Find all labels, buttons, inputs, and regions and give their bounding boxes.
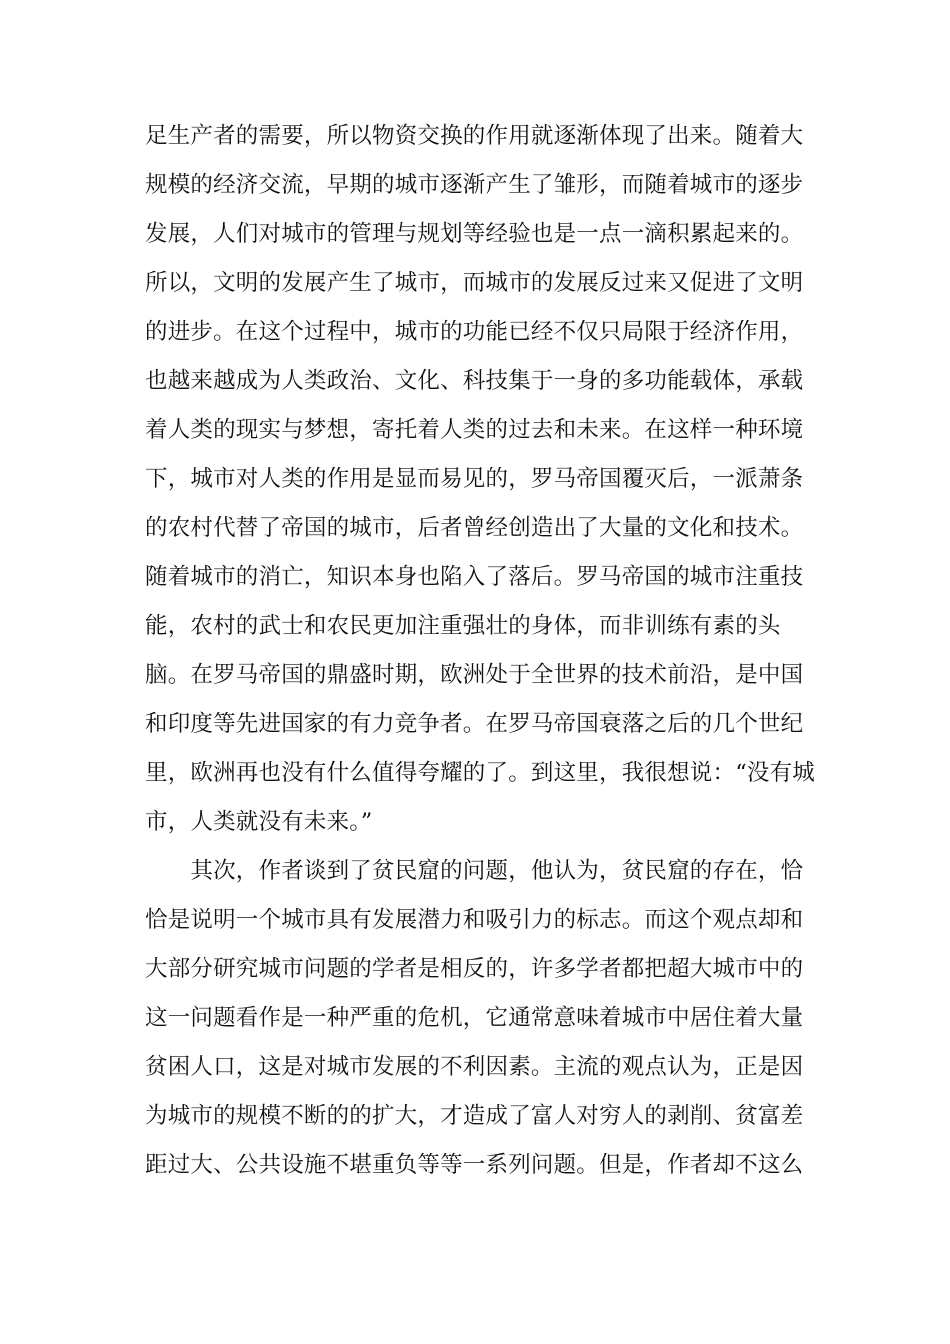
paragraph-start-line: 其次，作者谈到了贫民窟的问题，他认为，贫民窟的存在，恰 [145,858,804,884]
text-line: 规模的经济交流，早期的城市逐渐产生了雏形，而随着城市的逐步 [145,172,804,198]
text-line: 和印度等先进国家的有力竞争者。在罗马帝国衰落之后的几个世纪 [145,711,804,737]
text-line: 着人类的现实与梦想，寄托着人类的过去和未来。在这样一种环境 [145,417,804,443]
text-line: 能，农村的武士和农民更加注重强壮的身体，而非训练有素的头 [145,613,781,639]
text-line: 大部分研究城市问题的学者是相反的，许多学者都把超大城市中的 [145,956,804,982]
text-line: 贫困人口，这是对城市发展的不利因素。主流的观点认为，正是因 [145,1054,804,1080]
body-text [145,112,825,1190]
text-line: 市，人类就没有未来。” [145,809,373,835]
text-line: 也越来越成为人类政治、文化、科技集于一身的多功能载体，承载 [145,368,804,394]
text-line: 的进步。在这个过程中，城市的功能已经不仅只局限于经济作用， [145,319,804,345]
text-line: 恰是说明一个城市具有发展潜力和吸引力的标志。而这个观点却和 [145,907,804,933]
text-line: 下，城市对人类的作用是显而易见的，罗马帝国覆灭后，一派萧条 [145,466,804,492]
text-line: 距过大、公共设施不堪重负等等一系列问题。但是，作者却不这么 [145,1152,804,1178]
text-line: 足生产者的需要，所以物资交换的作用就逐渐体现了出来。随着大 [145,123,804,149]
text-line: 这一问题看作是一种严重的危机，它通常意味着城市中居住着大量 [145,1005,804,1031]
text-line: 随着城市的消亡，知识本身也陷入了落后。罗马帝国的城市注重技 [145,564,804,590]
text-line: 发展，人们对城市的管理与规划等经验也是一点一滴积累起来的。 [145,221,804,247]
text-line: 里，欧洲再也没有什么值得夸耀的了。到这里，我很想说：“没有城 [145,760,816,786]
text-line: 脑。在罗马帝国的鼎盛时期，欧洲处于全世界的技术前沿，是中国 [145,662,804,688]
text-line: 的农村代替了帝国的城市，后者曾经创造出了大量的文化和技术。 [145,515,804,541]
text-line: 为城市的规模不断的的扩大，才造成了富人对穷人的剥削、贫富差 [145,1103,804,1129]
text-line: 所以，文明的发展产生了城市，而城市的发展反过来又促进了文明 [145,270,804,296]
